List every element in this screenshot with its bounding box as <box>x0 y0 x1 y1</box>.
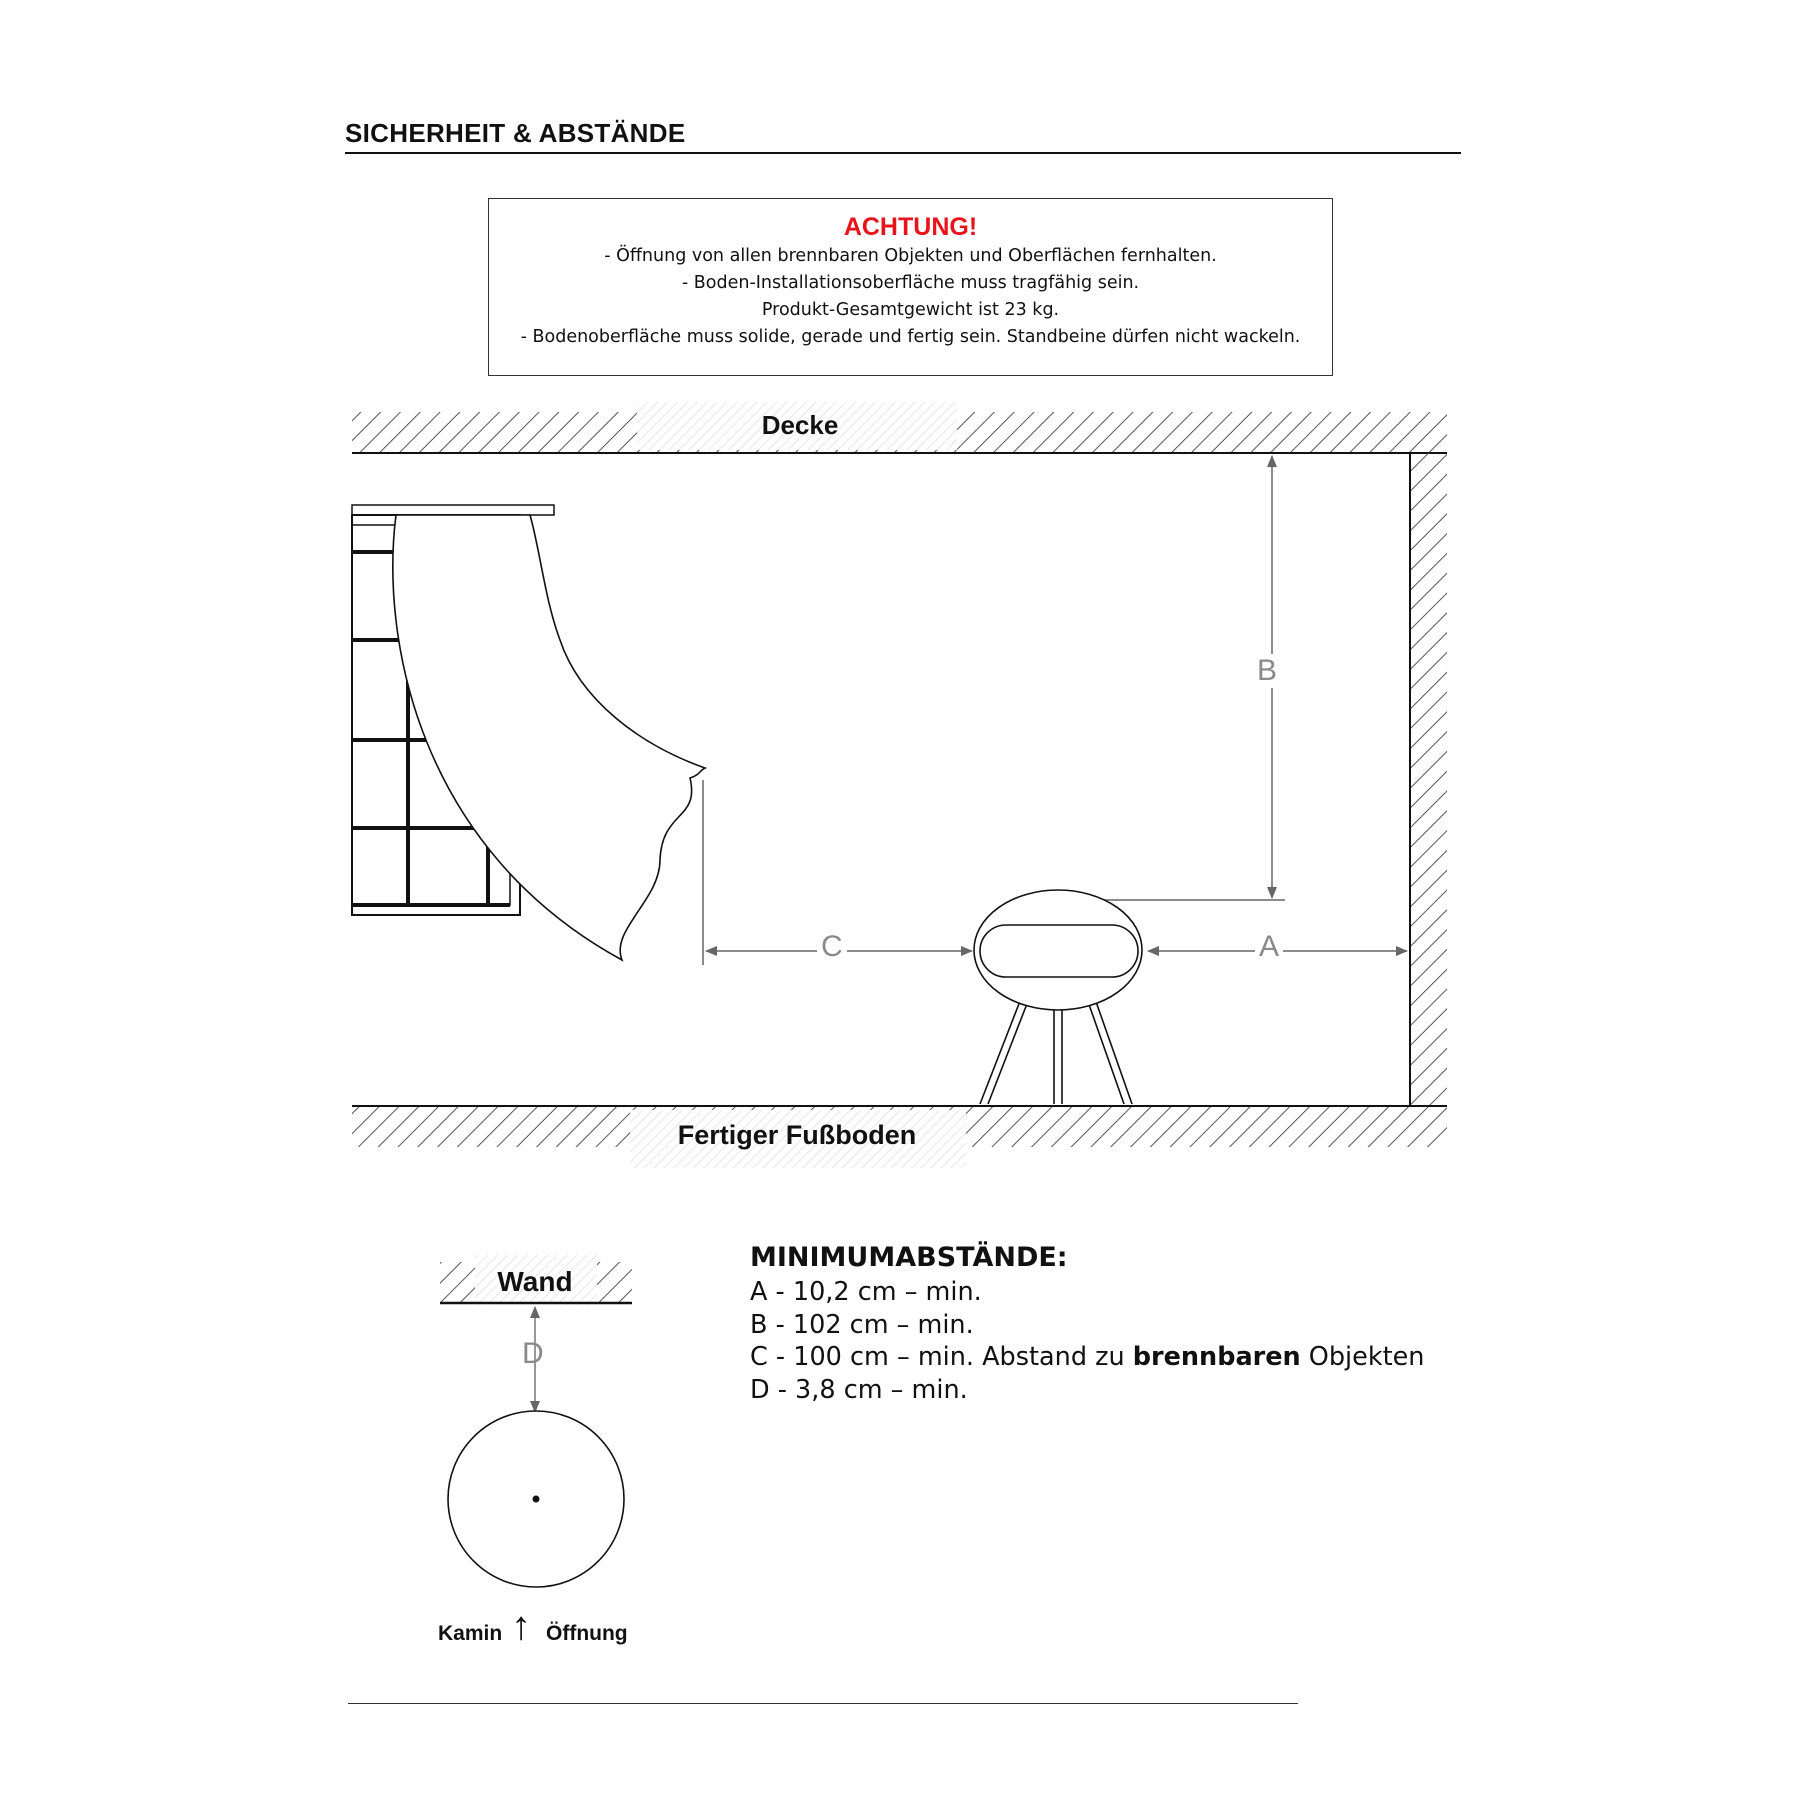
curtain <box>393 515 705 960</box>
dimension-c-label: C <box>817 930 847 964</box>
dimension-a-label: A <box>1255 930 1283 964</box>
top-view <box>440 1255 632 1587</box>
footer-rule <box>348 1703 1298 1704</box>
dimension-d-label: D <box>522 1337 544 1370</box>
wall-label: Wand <box>497 1266 573 1297</box>
minimum-b: B - 102 cm – min. <box>750 1309 974 1340</box>
page-title: SICHERHEIT & ABSTÄNDE <box>345 118 686 148</box>
fireplace-label: Kamin <box>438 1622 503 1645</box>
warning-line: Produkt-Gesamtgewicht ist 23 kg. <box>761 300 1060 320</box>
minimum-c-emphasis: brennbaren <box>1132 1342 1301 1372</box>
floor-label: Fertiger Fußboden <box>677 1120 917 1150</box>
up-arrow-icon: ↑ <box>511 1604 531 1648</box>
dimension-b-label: B <box>1253 654 1281 688</box>
minimum-c <box>750 1341 1424 1374</box>
opening-label: Öffnung <box>546 1622 628 1645</box>
minimum-c-prefix: C - 100 cm – min. Abstand zu <box>750 1342 1133 1372</box>
minimum-a: A - 10,2 cm – min. <box>750 1277 982 1307</box>
warning-line: - Öffnung von allen brennbaren Objekten und Oberflächen fernhalten. <box>604 246 1217 266</box>
ceiling-label: Decke <box>761 410 839 440</box>
warning-title: ACHTUNG! <box>843 213 978 241</box>
right-wall-hatch <box>1410 453 1447 1105</box>
warning-line: - Boden-Installationsoberfläche muss tragfähig sein. <box>681 273 1140 293</box>
minimum-d: D - 3,8 cm – min. <box>750 1374 968 1405</box>
minimum-clearances <box>750 1240 1424 1406</box>
minimums-heading: MINIMUMABSTÄNDE: <box>750 1242 1068 1273</box>
minimum-c-suffix: Objekten <box>1300 1342 1425 1372</box>
warning-line: - Bodenoberfläche muss solide, gerade und fertig sein. Standbeine dürfen nicht wackeln. <box>520 327 1301 347</box>
fireplace <box>974 890 1142 1104</box>
